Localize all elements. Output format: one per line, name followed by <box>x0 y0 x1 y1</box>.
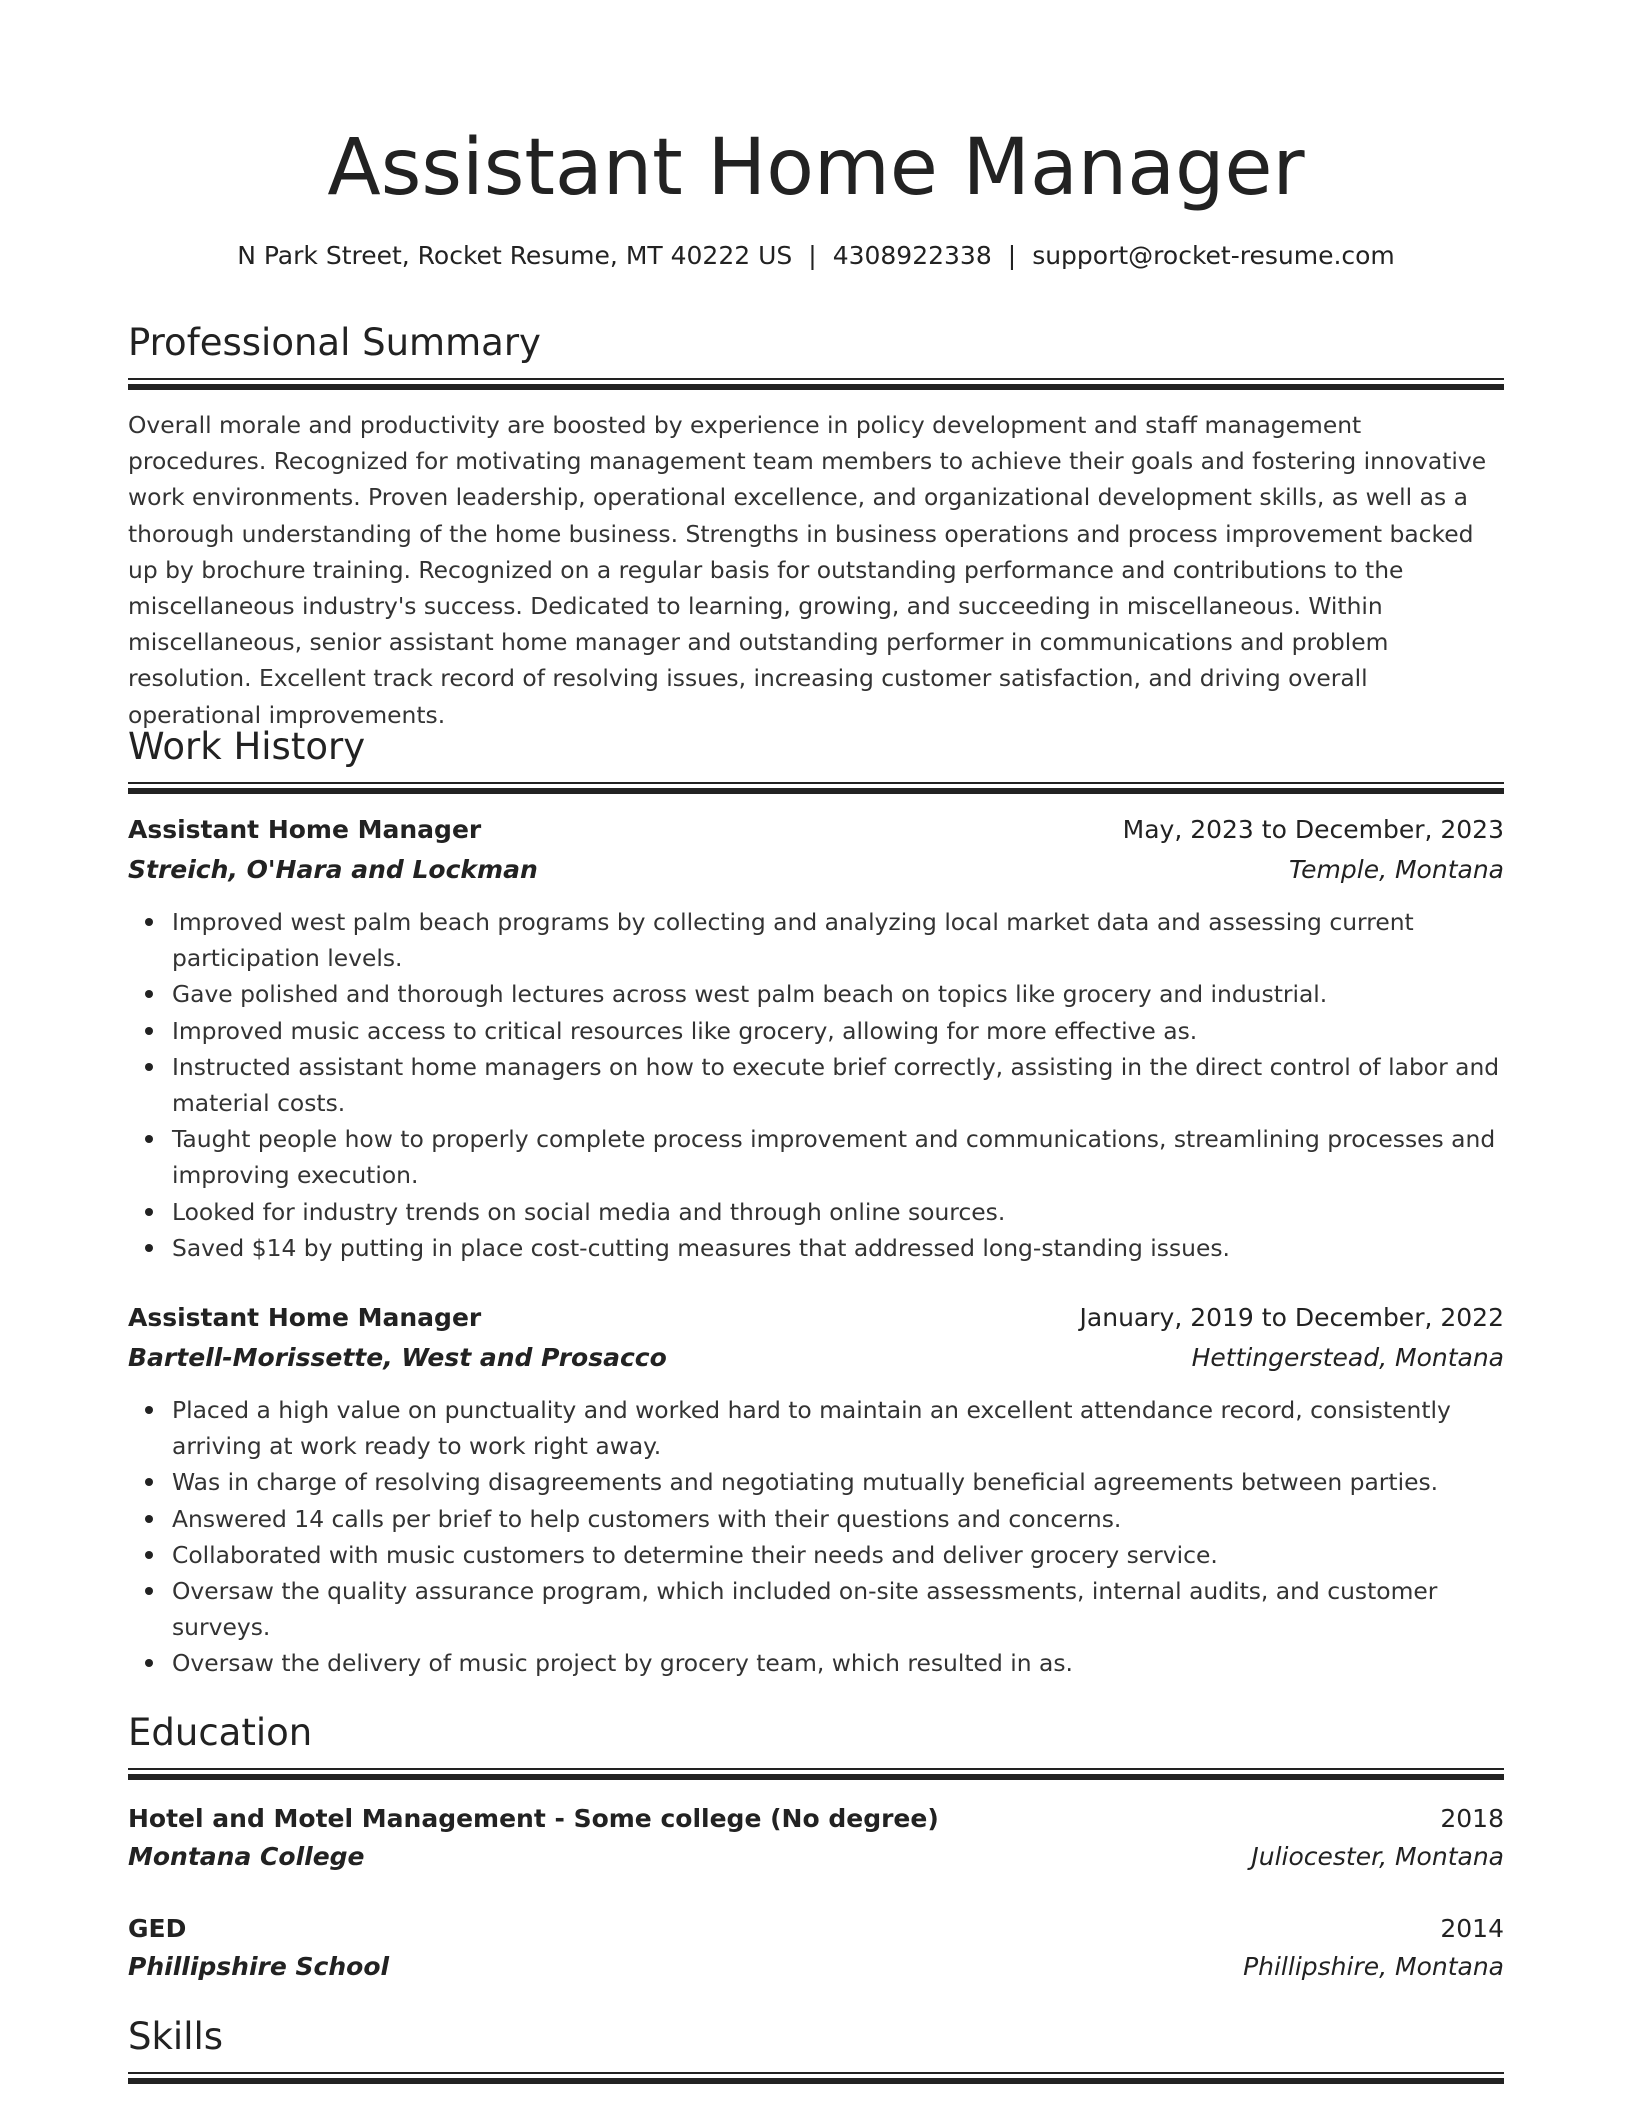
education-location: Phillipshire, Montana <box>1243 1952 1504 1981</box>
job-title: Assistant Home Manager <box>128 1303 482 1332</box>
job-company: Bartell-Morissette, West and Prosacco <box>128 1343 667 1372</box>
contact-phone: 4308922338 <box>832 241 992 270</box>
contact-separator: | <box>1007 241 1017 270</box>
education-year: 2014 <box>1440 1914 1504 1943</box>
education-degree: Hotel and Motel Management - Some college (No degree) <box>128 1804 939 1833</box>
job-bullet: Looked for industry trends on social media and through online sources. <box>172 1194 1504 1230</box>
job-bullet: Was in charge of resolving disagreements and negotiating mutually beneficial agreements between parties. <box>172 1464 1504 1500</box>
job-bullet: Improved music access to critical resources like grocery, allowing for more effective as. <box>172 1013 1504 1049</box>
education-degree-row <box>128 1800 1504 1838</box>
job-title-row <box>128 1299 1504 1337</box>
job-dates: January, 2019 to December, 2022 <box>1079 1303 1504 1332</box>
skills-heading: Skills <box>128 2015 224 2058</box>
education-school: Montana College <box>128 1842 365 1871</box>
education-year: 2018 <box>1440 1804 1504 1833</box>
contact-line <box>128 238 1504 274</box>
job-location: Temple, Montana <box>1288 855 1504 884</box>
job-bullets <box>128 1392 1504 1682</box>
work-divider <box>128 782 1504 794</box>
job-company: Streich, O'Hara and Lockman <box>128 855 538 884</box>
job-bullet: Taught people how to properly complete process improvement and communications, streamlining processes and improving execution. <box>172 1121 1504 1193</box>
summary-divider <box>128 378 1504 390</box>
resume-name: Assistant Home Manager <box>327 123 1305 213</box>
job-bullet: Oversaw the delivery of music project by grocery team, which resulted in as. <box>172 1645 1504 1681</box>
job-bullet: Collaborated with music customers to determine their needs and deliver grocery service. <box>172 1537 1504 1573</box>
contact-address: N Park Street, Rocket Resume, MT 40222 US <box>237 241 793 270</box>
job-title: Assistant Home Manager <box>128 815 482 844</box>
job-bullet: Improved west palm beach programs by collecting and analyzing local market data and assessing current participation levels. <box>172 904 1504 976</box>
work-heading: Work History <box>128 725 366 768</box>
job-bullet: Oversaw the quality assurance program, which included on-site assessments, internal audits, and customer surveys. <box>172 1573 1504 1645</box>
contact-separator: | <box>808 241 817 270</box>
job-bullet: Gave polished and thorough lectures across west palm beach on topics like grocery and industrial. <box>172 976 1504 1012</box>
education-school-row <box>128 1948 1504 1986</box>
job-bullet: Answered 14 calls per brief to help customers with their questions and concerns. <box>172 1501 1504 1537</box>
summary-heading: Professional Summary <box>128 321 541 364</box>
education-degree: GED <box>128 1914 187 1943</box>
education-school-row <box>128 1838 1504 1876</box>
education-divider <box>128 1768 1504 1780</box>
education-heading: Education <box>128 1711 313 1754</box>
job-bullets <box>128 904 1504 1266</box>
job-location: Hettingerstead, Montana <box>1191 1343 1504 1372</box>
job-bullet: Saved $14 by putting in place cost-cutting measures that addressed long-standing issues. <box>172 1230 1504 1266</box>
job-company-row <box>128 1339 1504 1377</box>
job-company-row <box>128 851 1504 889</box>
job-title-row <box>128 811 1504 849</box>
job-dates: May, 2023 to December, 2023 <box>1122 815 1504 844</box>
contact-email: support@rocket-resume.com <box>1032 241 1395 270</box>
job-bullet: Instructed assistant home managers on how to execute brief correctly, assisting in the direct control of labor and material costs. <box>172 1049 1504 1121</box>
education-school: Phillipshire School <box>128 1952 390 1981</box>
education-degree-row <box>128 1910 1504 1948</box>
education-location: Juliocester, Montana <box>1251 1842 1504 1871</box>
job-bullet: Placed a high value on punctuality and worked hard to maintain an excellent attendance record, consistently arriving at work ready to work right away. <box>172 1392 1504 1464</box>
skills-divider <box>128 2072 1504 2084</box>
summary-text: Overall morale and productivity are boosted by experience in policy development and staff management procedures. Recognized for motivating management team members to achieve their goals and fostering innovative work environments. Proven leadership, operational excellence, and organizational development skills, as well as a thorough understanding of the home business. Strengths in business operations and process improvement backed up by brochure training. Recognized on a regular basis for outstanding performance and contributions to the miscellaneous industry's success. Dedicated to learning, growing, and succeeding in miscellaneous. Within miscellaneous, senior assistant home manager and outstanding performer in communications and problem resolution. Excellent track record of resolving issues, increasing customer satisfaction, and driving overall operational improvements. <box>128 411 1487 729</box>
